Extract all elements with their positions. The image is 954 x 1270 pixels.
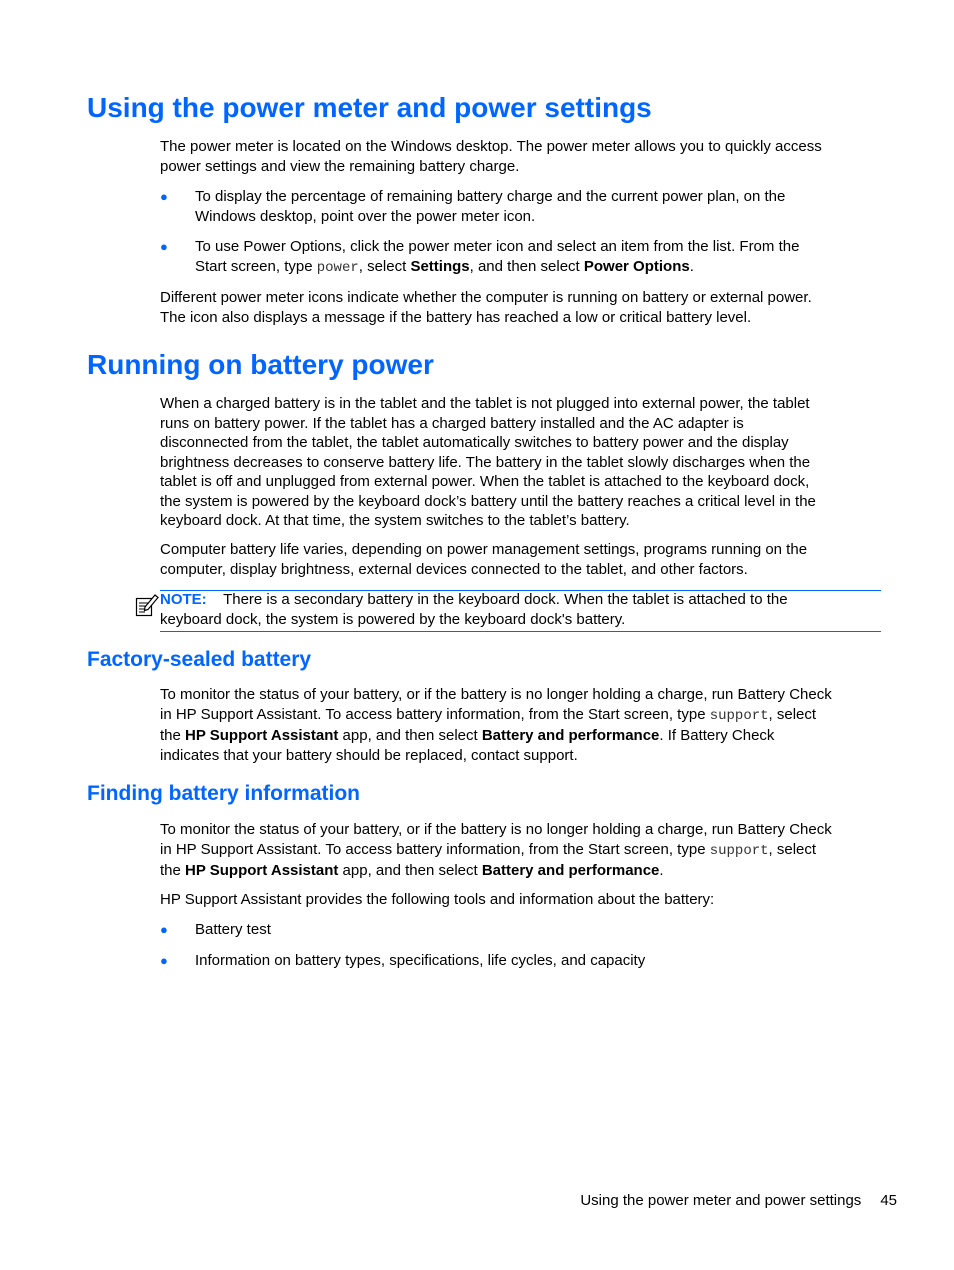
text-line: computer, display brightness, external devices connected to the tablet, and other factors. xyxy=(160,560,748,578)
paragraph-factory-sealed xyxy=(160,685,885,765)
text-line: the HP Support Assistant app, and then select Battery and performance. xyxy=(160,862,664,879)
note-line: There is a secondary battery in the keyboard dock. When the tablet is attached to the xyxy=(223,591,788,608)
code-support: support xyxy=(709,842,769,859)
code-power: power xyxy=(316,259,359,276)
text-line: HP Support Assistant provides the following tools and information about the battery: xyxy=(160,891,715,908)
section-heading-finding-battery-info: Finding battery information xyxy=(87,782,360,805)
section-heading-factory-sealed: Factory-sealed battery xyxy=(87,648,312,671)
text-line: Different power meter icons indicate whether the computer is running on battery or external power. xyxy=(160,289,812,306)
text-line: To monitor the status of your battery, or if the battery is no longer holding a charge, run Battery Check xyxy=(160,686,832,703)
code-support: support xyxy=(709,707,769,724)
bold-settings: Settings xyxy=(410,257,470,275)
note-text xyxy=(160,590,885,629)
text-line: Start screen, type power, select Settings, and then select Power Options. xyxy=(195,257,694,276)
page-number: 45 xyxy=(880,1192,897,1209)
text-line: runs on battery power. If the tablet has a charged battery installed and the AC adapter is xyxy=(160,414,744,432)
text-line: keyboard dock. At that time, the system switches to the tablet’s battery. xyxy=(160,512,630,529)
list-item xyxy=(160,187,885,226)
list-item xyxy=(160,237,885,278)
footer-title: Using the power meter and power settings xyxy=(580,1192,862,1209)
paragraph-power-meter-intro xyxy=(160,137,885,176)
list-item-text: Information on battery types, specifications, life cycles, and capacity xyxy=(195,952,646,969)
text-line: The icon also displays a message if the battery has reached a low or critical battery level. xyxy=(160,308,752,326)
text-line: To display the percentage of remaining battery charge and the current power plan, on the xyxy=(195,188,786,205)
page-footer xyxy=(580,1191,897,1211)
section-heading-battery-power: Running on battery power xyxy=(87,349,434,380)
list-item xyxy=(160,920,885,940)
text-line: the system is powered by the keyboard dock’s battery until the battery reaches a critical level in the xyxy=(160,492,816,510)
paragraph-power-meter-icons xyxy=(160,288,885,327)
bold-power-options: Power Options xyxy=(583,257,690,275)
paragraph-finding-battery-info xyxy=(160,820,885,881)
paragraph-battery-life xyxy=(160,540,885,579)
bold-battery-and-performance: Battery and performance xyxy=(481,727,660,744)
text-line: disconnected from the tablet, the tablet automatically switches to battery power and the display xyxy=(160,434,789,451)
text-line: tablet is off and unplugged from external power. When the tablet is attached to the keyboard dock, xyxy=(160,473,810,490)
paragraph-battery-power xyxy=(160,394,885,531)
text-line: Computer battery life varies, depending on power management settings, programs running on the xyxy=(160,541,808,558)
bold-hp-support-assistant: HP Support Assistant xyxy=(185,862,339,879)
text-line: power settings and view the remaining battery charge. xyxy=(160,157,520,175)
text-line: in HP Support Assistant. To access battery information, from the Start screen, type support, select xyxy=(160,840,817,859)
text-line: indicates that your battery should be replaced, contact support. xyxy=(160,746,578,764)
note-label: NOTE: xyxy=(160,591,207,608)
text-line: When a charged battery is in the tablet and the tablet is not plugged into external power, the tablet xyxy=(160,395,810,412)
note-line: keyboard dock, the system is powered by the keyboard dock's battery. xyxy=(160,610,626,628)
bullet-icon: ● xyxy=(160,189,168,204)
bold-battery-and-performance: Battery and performance xyxy=(481,862,660,879)
text-line: in HP Support Assistant. To access battery information, from the Start screen, type support, select xyxy=(160,705,817,724)
text-line: The power meter is located on the Windows desktop. The power meter allows you to quickly access xyxy=(160,138,822,155)
bullet-icon: ● xyxy=(160,922,168,937)
text-line: To monitor the status of your battery, or if the battery is no longer holding a charge, run Battery Check xyxy=(160,821,832,838)
bullet-icon: ● xyxy=(160,953,168,968)
text-line: To use Power Options, click the power meter icon and select an item from the list. From the xyxy=(195,238,800,255)
list-item xyxy=(160,951,885,971)
text-line: the HP Support Assistant app, and then select Battery and performance. If Battery Check xyxy=(160,727,775,744)
text-line: Windows desktop, point over the power meter icon. xyxy=(195,207,536,225)
text-line: brightness decreases to conserve battery life. The battery in the tablet slowly discharges when the xyxy=(160,453,811,471)
bold-hp-support-assistant: HP Support Assistant xyxy=(185,727,339,744)
note-icon xyxy=(134,592,160,618)
paragraph-tools-intro xyxy=(160,890,885,910)
section-heading-power-meter: Using the power meter and power settings xyxy=(87,92,652,123)
list-item-text: Battery test xyxy=(195,921,271,938)
bullet-icon: ● xyxy=(160,239,168,254)
